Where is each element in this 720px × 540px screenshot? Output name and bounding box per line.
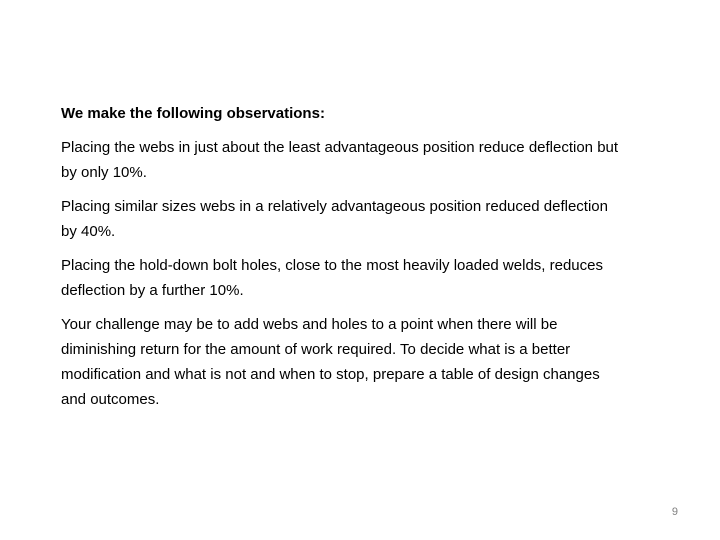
observation-paragraph-2: Placing similar sizes webs in a relatively advantageous position reduced deflection by 40%. [61, 198, 608, 240]
observation-paragraph-1: Placing the webs in just about the least advantageous position reduce deflection but by only 10%. [61, 139, 619, 181]
slide-content [61, 101, 621, 421]
page-number: 9 [671, 506, 678, 518]
observations-heading: We make the following observations: [61, 105, 325, 122]
observation-paragraph-3: Placing the hold-down bolt holes, close to the most heavily loaded welds, reduces deflection by a further 10%. [61, 257, 603, 299]
challenge-paragraph: Your challenge may be to add webs and holes to a point when there will be diminishing return for the amount of work required. To decide what is a better modification and what is not and when to stop, prepare a table of design changes and outcomes. [61, 316, 600, 408]
